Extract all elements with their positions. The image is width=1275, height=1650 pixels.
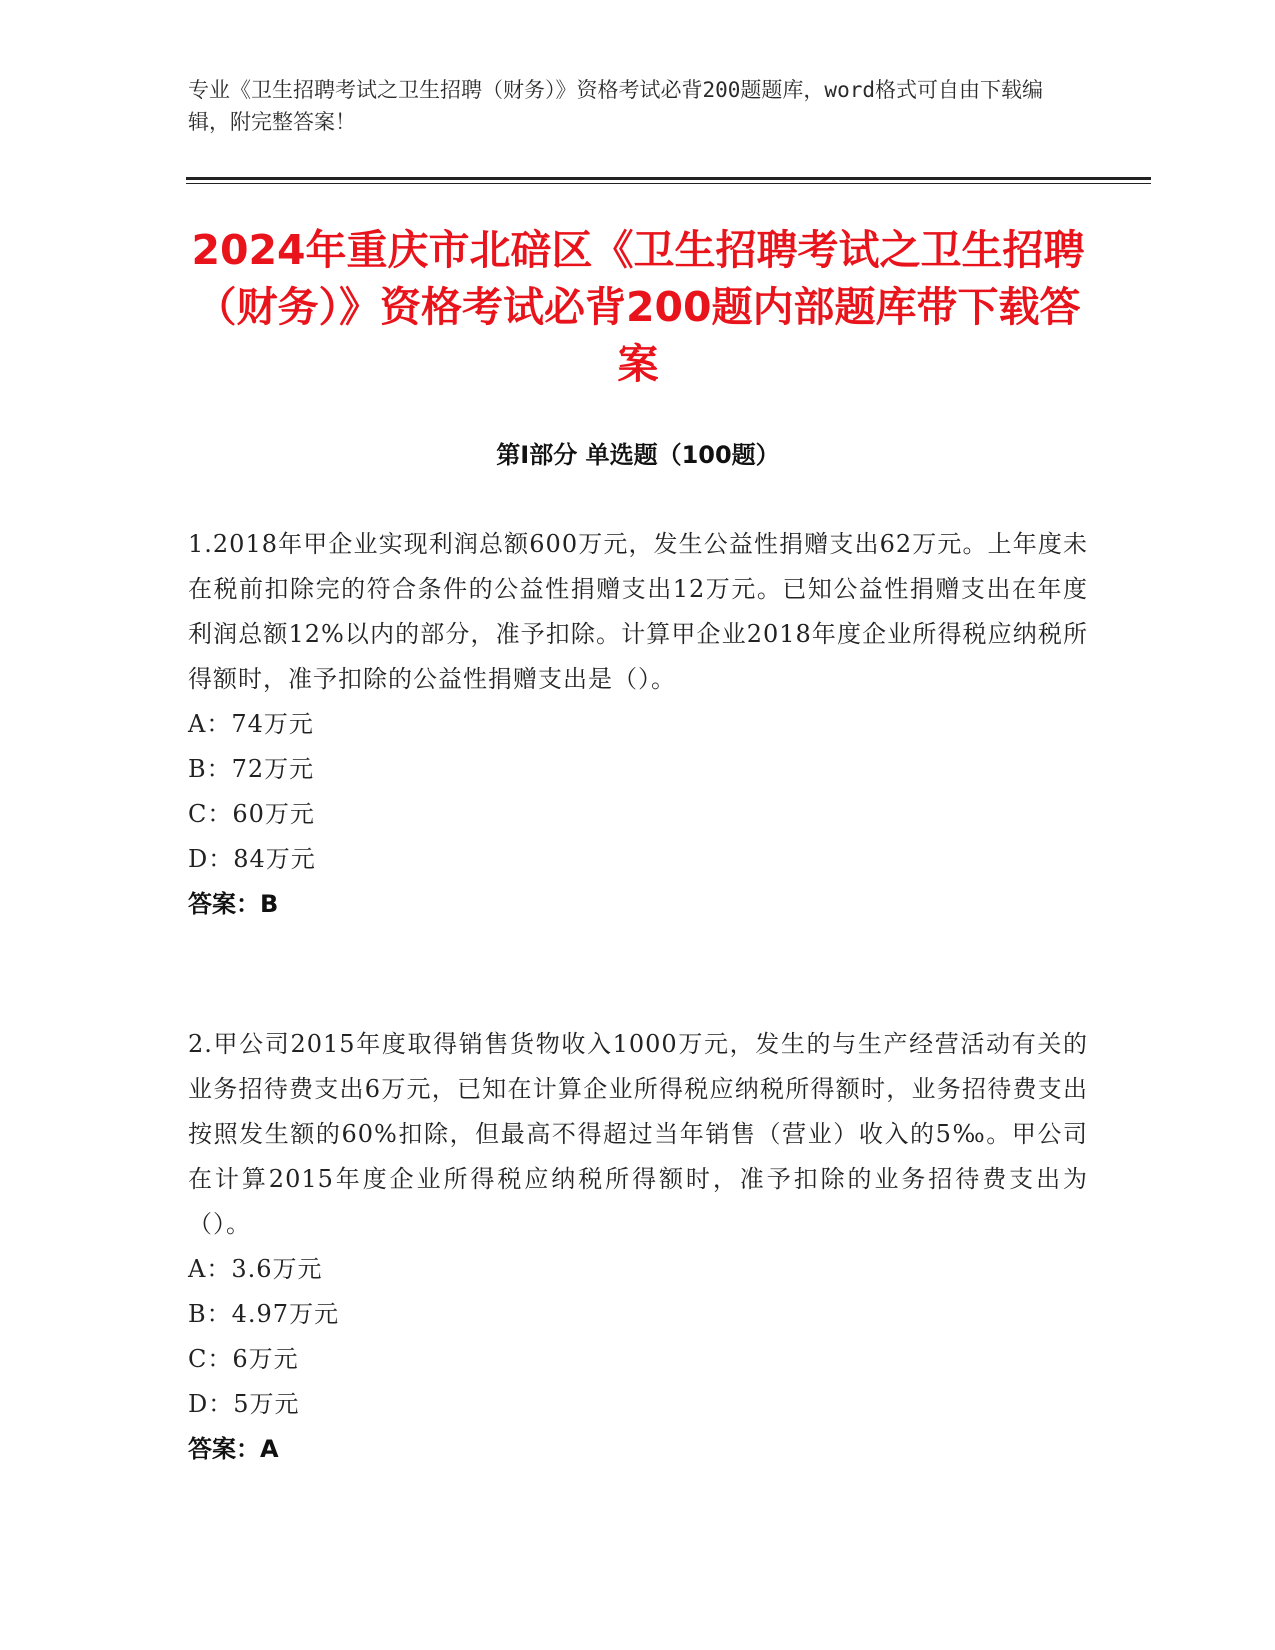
option-a: A：74万元 — [188, 710, 314, 738]
section-heading: 第Ⅰ部分 单选题（100题） — [496, 441, 780, 469]
header-divider-thin — [186, 183, 1151, 184]
option-a: A：3.6万元 — [188, 1255, 323, 1283]
header-note: 专业《卫生招聘考试之卫生招聘（财务）》资格考试必背200题题库，word格式可自由下载编辑，附完整答案！ — [188, 78, 1043, 134]
option-b: B：72万元 — [188, 755, 315, 783]
header-divider-thick — [186, 177, 1151, 180]
option-c: C：6万元 — [188, 1345, 299, 1373]
option-b: B：4.97万元 — [188, 1300, 340, 1328]
option-c: C：60万元 — [188, 800, 315, 828]
question-1 — [188, 522, 1088, 927]
question-stem: 1.2018年甲企业实现利润总额600万元，发生公益性捐赠支出62万元。上年度未在税前扣除完的符合条件的公益性捐赠支出12万元。已知公益性捐赠支出在年度利润总额12%以内的部分，准予扣除。计算甲企业2018年度企业所得税应纳税所得额时，准予扣除的公益性捐赠支出是（）。 — [188, 530, 1088, 693]
document-title: 2024年重庆市北碚区《卫生招聘考试之卫生招聘（财务）》资格考试必背200题内部题库带下载答案 — [191, 226, 1085, 388]
answer: 答案：A — [188, 1435, 279, 1463]
question-2 — [188, 1022, 1088, 1472]
option-d: D：84万元 — [188, 845, 316, 873]
question-stem: 2.甲公司2015年度取得销售货物收入1000万元，发生的与生产经营活动有关的业务招待费支出6万元，已知在计算企业所得税应纳税所得额时，业务招待费支出按照发生额的60%扣除，但最高不得超过当年销售（营业）收入的5‰。甲公司在计算2015年度企业所得税应纳税所得额时，准予扣除的业务招待费支出为（）。 — [188, 1030, 1088, 1238]
option-d: D：5万元 — [188, 1390, 300, 1418]
answer: 答案：B — [188, 890, 279, 918]
